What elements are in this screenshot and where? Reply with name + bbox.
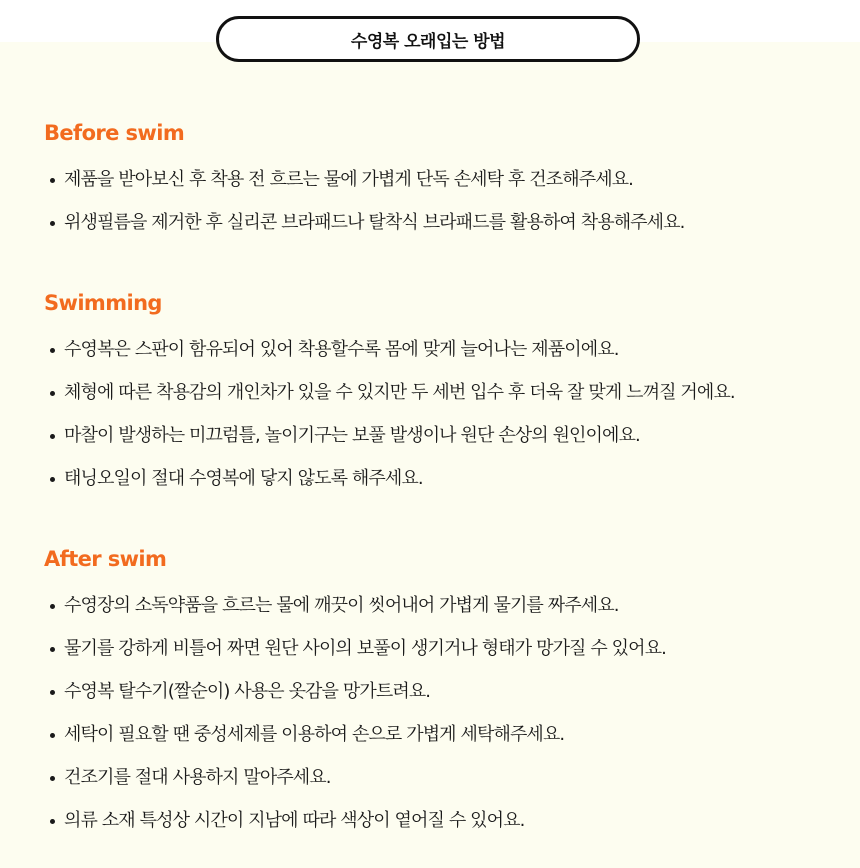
list-item-text: 물기를 강하게 비틀어 짜면 원단 사이의 보풀이 생기거나 형태가 망가질 수 있어요.	[64, 638, 666, 659]
list-item	[44, 201, 834, 244]
list-item-text: 마찰이 발생하는 미끄럼틀, 놀이기구는 보풀 발생이나 원단 손상의 원인이에요.	[64, 425, 640, 446]
title-badge	[216, 16, 640, 62]
bullet-icon	[50, 434, 55, 439]
list-item	[44, 457, 834, 500]
bullet-icon	[50, 647, 55, 652]
bullet-icon	[50, 690, 55, 695]
list-item-text: 체형에 따른 착용감의 개인차가 있을 수 있지만 두 세번 입수 후 더욱 잘 맞게 느껴질 거에요.	[64, 382, 735, 403]
list-item-text: 제품을 받아보신 후 착용 전 흐르는 물에 가볍게 단독 손세탁 후 건조해주세요.	[64, 169, 633, 190]
list-item	[44, 756, 834, 799]
list-item	[44, 158, 834, 201]
list-item	[44, 670, 834, 713]
list-item-text: 수영장의 소독약품을 흐르는 물에 깨끗이 씻어내어 가볍게 물기를 짜주세요.	[64, 595, 619, 616]
bullet-icon	[50, 221, 55, 226]
list-item-text: 건조기를 절대 사용하지 말아주세요.	[64, 767, 331, 788]
list-item-text: 수영복 탈수기(짤순이) 사용은 옷감을 망가트려요.	[64, 681, 431, 702]
bullet-icon	[50, 776, 55, 781]
bullet-icon	[50, 604, 55, 609]
section-swimming	[44, 289, 834, 500]
bullet-icon	[50, 348, 55, 353]
list-item-text: 세탁이 필요할 땐 중성세제를 이용하여 손으로 가볍게 세탁해주세요.	[64, 724, 565, 745]
bullet-icon	[50, 477, 55, 482]
list-item	[44, 713, 834, 756]
section-heading: After swim	[44, 547, 167, 571]
bullet-icon	[50, 733, 55, 738]
section-heading: Swimming	[44, 291, 162, 315]
list-item-text: 태닝오일이 절대 수영복에 닿지 않도록 해주세요.	[64, 468, 423, 489]
list-item	[44, 328, 834, 371]
section-after-swim	[44, 545, 834, 842]
list-item-text: 의류 소재 특성상 시간이 지남에 따라 색상이 옅어질 수 있어요.	[64, 810, 525, 831]
page-title: 수영복 오래입는 방법	[350, 31, 506, 52]
list-item	[44, 414, 834, 457]
section-before-swim	[44, 119, 834, 244]
bullet-icon	[50, 178, 55, 183]
list-item	[44, 584, 834, 627]
list-item	[44, 627, 834, 670]
list-item-text: 수영복은 스판이 함유되어 있어 착용할수록 몸에 맞게 늘어나는 제품이에요.	[64, 339, 619, 360]
bullet-icon	[50, 819, 55, 824]
bullet-icon	[50, 391, 55, 396]
item-list	[44, 328, 834, 500]
item-list	[44, 584, 834, 842]
section-heading: Before swim	[44, 121, 185, 145]
item-list	[44, 158, 834, 244]
list-item	[44, 799, 834, 842]
list-item-text: 위생필름을 제거한 후 실리콘 브라패드나 탈착식 브라패드를 활용하여 착용해주세요.	[64, 212, 685, 233]
list-item	[44, 371, 834, 414]
